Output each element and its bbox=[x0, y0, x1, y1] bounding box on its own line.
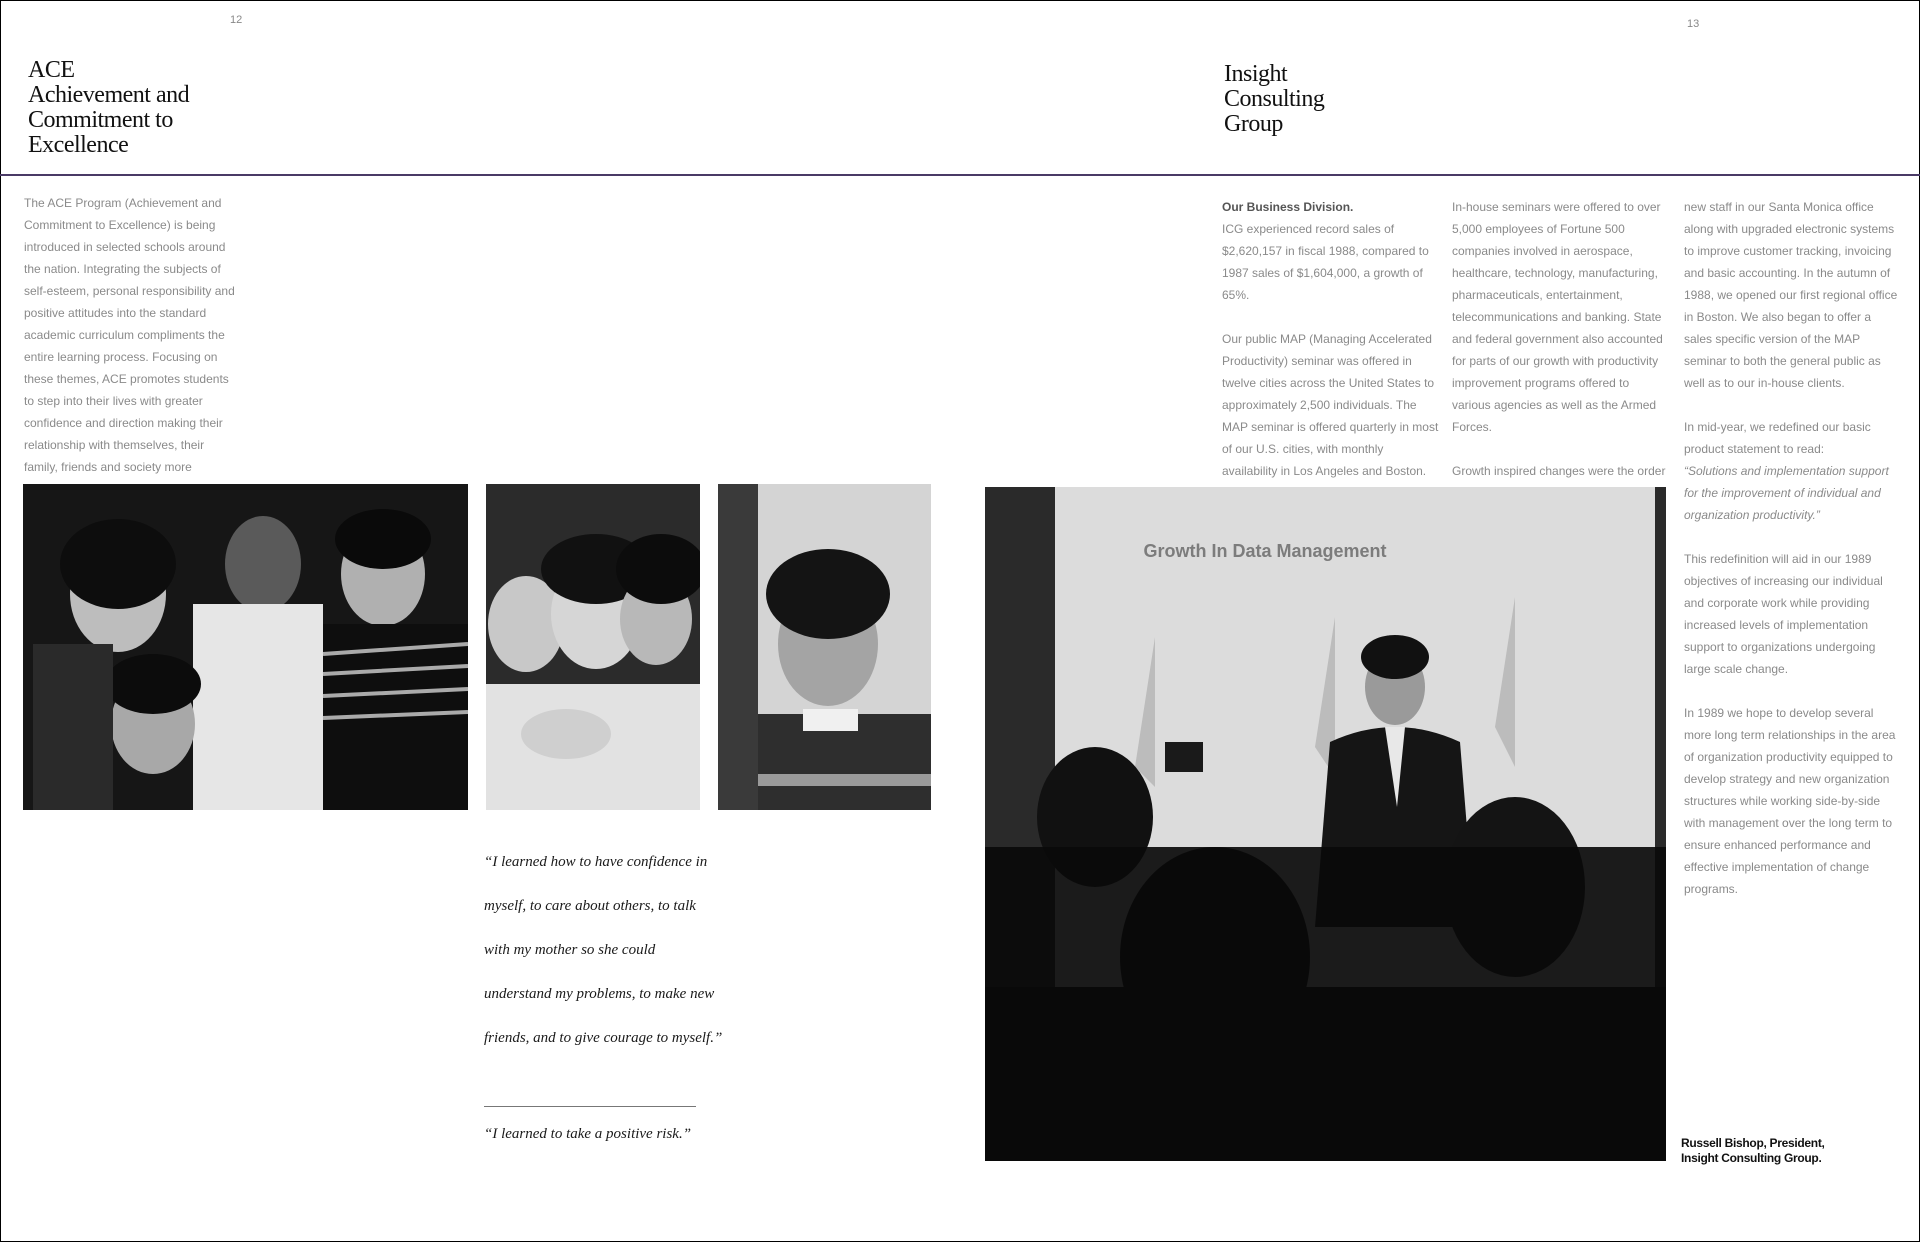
icg-column-3 bbox=[1684, 196, 1898, 922]
business-division-heading: Our Business Division. bbox=[1222, 200, 1354, 214]
product-statement-quote: “Solutions and implementation support for the improvement of individual and organization productivity.” bbox=[1684, 464, 1889, 522]
col2-paragraph-1: In-house seminars were offered to over 5,000 employees of Fortune 500 companies involved in aerospace, healthcare, technology, manufacturing, pharmaceuticals, entertainment, telecommunications and banking. State and federal government also accounted for parts of our growth with productivity improvement programs offered to various agencies as well as the Armed Forces. bbox=[1452, 200, 1663, 434]
photo-group-students bbox=[23, 484, 468, 810]
photo-presenter bbox=[985, 487, 1666, 1161]
right-page-number: 13 bbox=[1687, 18, 1700, 30]
col3-paragraph-1: new staff in our Santa Monica office along with upgraded electronic systems to improve customer tracking, invoicing and basic accounting. In the autumn of 1988, we opened our first regional office in Boston. We also began to offer a sales specific version of the MAP seminar to both the general public as well as to our in-house clients. bbox=[1684, 200, 1898, 390]
col3-paragraph-3: This redefinition will aid in our 1989 objectives of increasing our individual and corporate work while providing increased levels of implementation support to organizations undergoing large scale change. bbox=[1684, 552, 1883, 676]
student-quote-1: “I learned how to have confidence in myself, to care about others, to talk with my mother so she could understand my problems, to make new friends, and to give courage to myself.” bbox=[484, 854, 723, 1046]
quote-divider bbox=[484, 1106, 696, 1107]
screen-chart-title: Growth In Data Management bbox=[1143, 541, 1387, 561]
left-page-number: 12 bbox=[230, 14, 243, 26]
col3-paragraph-2: In mid-year, we redefined our basic product statement to read: bbox=[1684, 420, 1871, 456]
photo-hugging-girls bbox=[486, 484, 700, 810]
icg-column-1 bbox=[1222, 196, 1440, 504]
ace-intro-paragraph: The ACE Program (Achievement and Commitment to Excellence) is being introduced in selected schools around the nation. Integrating the subjects of self-esteem, personal responsibility and positive attitudes into the standard academic curriculum compliments the entire learning process. Focusing on these themes, ACE promotes students to step into their lives with greater confidence and direction making their relationship with themselves, their family, friends and society more bbox=[24, 196, 235, 474]
col2-paragraph-2: Growth inspired changes were the order bbox=[1452, 464, 1666, 478]
col1-paragraph-2: Our public MAP (Managing Accelerated Productivity) seminar was offered in twelve cities across the United States to approximately 2,500 individuals. The MAP seminar is offered quarterly in most of our U.S. cities, with monthly availability in Los Angeles and Boston. bbox=[1222, 332, 1439, 478]
col1-paragraph-1: ICG experienced record sales of $2,620,157 in fiscal 1988, compared to 1987 sales of $1,604,000, a growth of 65%. bbox=[1222, 222, 1429, 302]
photo-boy bbox=[718, 484, 931, 810]
student-quote-2: “I learned to take a positive risk.” bbox=[484, 1126, 692, 1142]
col3-paragraph-4: In 1989 we hope to develop several more long term relationships in the area of organization productivity equipped to develop strategy and new organization structures while working side-by-side with management over the long term to ensure enhanced performance and effective implementation of change programs. bbox=[1684, 706, 1896, 896]
ace-intro-text bbox=[24, 192, 238, 522]
header-rule bbox=[0, 174, 1920, 176]
ace-title: ACE Achievement and Commitment to Excellence bbox=[28, 57, 190, 158]
icg-title: Insight Consulting Group bbox=[1224, 61, 1325, 137]
photo-caption: Russell Bishop, President, Insight Consulting Group. bbox=[1681, 1136, 1825, 1165]
